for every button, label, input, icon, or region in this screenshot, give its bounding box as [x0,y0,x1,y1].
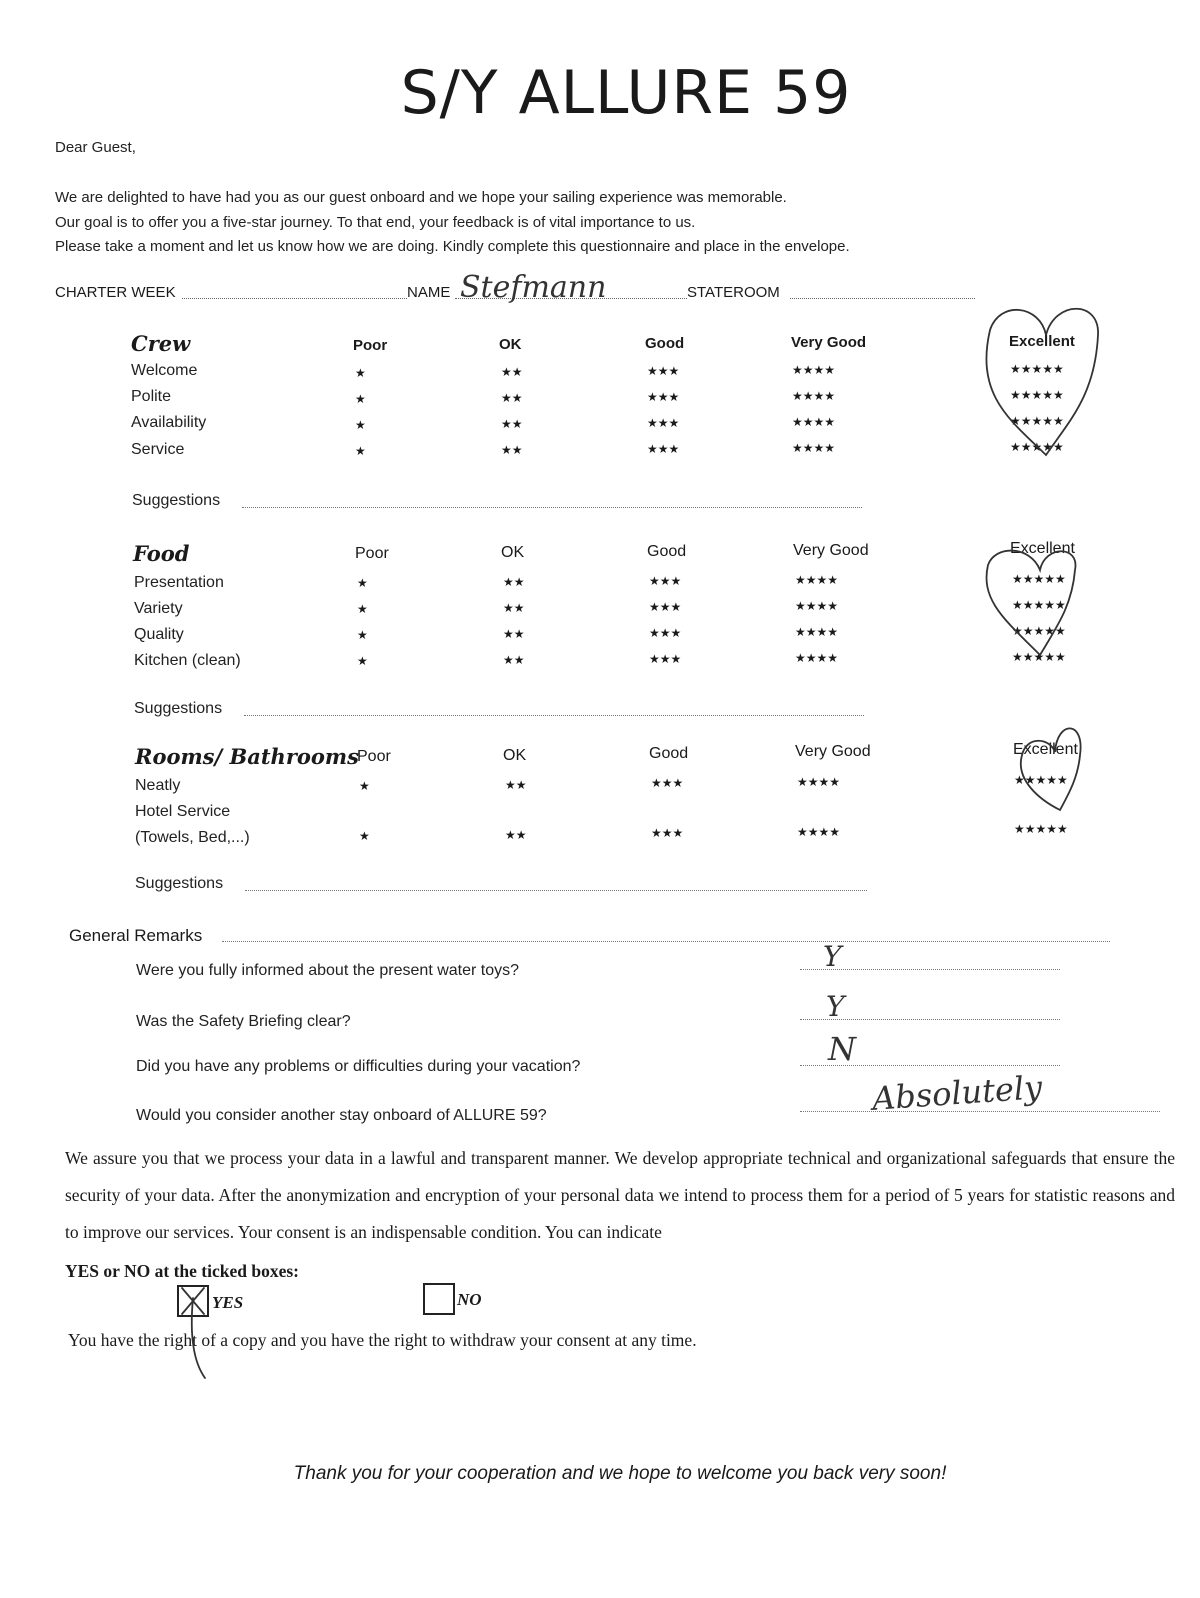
rooms-item-neatly: Neatly [135,777,181,794]
crew-item-welcome: Welcome [131,362,198,379]
star-2[interactable]: ★★ [505,778,527,792]
star-5[interactable]: ★★★★★ [1010,362,1064,376]
greeting: Dear Guest, [55,139,136,156]
star-3[interactable]: ★★★ [647,364,680,378]
answer-problems: N [828,1030,856,1068]
question-safety-briefing: Was the Safety Briefing clear? [136,1013,351,1030]
star-2[interactable]: ★★ [501,443,523,457]
star-1[interactable]: ★ [359,779,370,793]
star-4[interactable]: ★★★★ [797,825,841,839]
crew-suggestions-label: Suggestions [132,492,221,509]
heart-mark-crew [986,309,1098,455]
star-2[interactable]: ★★ [501,365,523,379]
star-3[interactable]: ★★★ [651,826,684,840]
food-col-ok: OK [501,544,525,561]
no-label: NO [457,1290,482,1309]
answer-water-toys: Y [823,940,842,973]
crew-item-availability: Availability [131,414,207,431]
intro-line: Our goal is to offer you a five-star journey. To that end, your feedback is of vital importance to us. [55,213,696,231]
food-item-variety: Variety [134,600,183,617]
star-5[interactable]: ★★★★★ [1012,624,1066,638]
question-water-toys: Were you fully informed about the present water toys? [136,962,520,979]
crew-col-ok: OK [499,336,522,353]
question-problems: Did you have any problems or difficulties during your vacation? [136,1058,581,1075]
star-3[interactable]: ★★★ [649,600,682,614]
yes-label: YES [212,1293,244,1312]
star-3[interactable]: ★★★ [649,574,682,588]
star-3[interactable]: ★★★ [647,390,680,404]
name-label: NAME [407,284,451,301]
star-4[interactable]: ★★★★ [795,651,839,665]
star-5[interactable]: ★★★★★ [1010,388,1064,402]
star-5[interactable]: ★★★★★ [1012,650,1066,664]
crew-item-service: Service [131,441,185,458]
food-item-presentation: Presentation [134,574,224,591]
star-5[interactable]: ★★★★★ [1014,822,1068,836]
crew-col-poor: Poor [353,337,388,354]
rights-statement: You have the right of a copy and you have the right to withdraw your consent at any time. [68,1330,697,1350]
check-tail-mark [192,1298,205,1378]
crew-col-excellent: Excellent [1009,333,1075,350]
crew-section-title: Crew [131,331,191,356]
yes-no-instruction: YES or NO at the ticked boxes: [65,1261,299,1281]
charter-week-label: CHARTER WEEK [55,284,176,301]
rooms-col-good: Good [649,745,689,762]
star-4[interactable]: ★★★★ [792,415,836,429]
general-remarks-label: General Remarks [69,926,203,945]
rooms-suggestions-label: Suggestions [135,875,224,892]
closing-message: Thank you for your cooperation and we hope to welcome you back very soon! [293,1463,947,1484]
star-1[interactable]: ★ [357,628,368,642]
star-2[interactable]: ★★ [503,601,525,615]
star-5[interactable]: ★★★★★ [1010,440,1064,454]
star-4[interactable]: ★★★★ [797,775,841,789]
star-5[interactable]: ★★★★★ [1014,773,1068,787]
star-5[interactable]: ★★★★★ [1010,414,1064,428]
consent-text: We assure you that we process your data in a lawful and transparent manner. We develop appropriate technical and organizational safeguards that ensure the security of your data. After the anonymization and encryption of your personal data we intend to process them for a period of 5 years for statistic reasons and to improve our services. Your consent is an indispensable condition. You can indicate [65,1148,1175,1242]
stateroom-label: STATEROOM [687,284,780,301]
star-3[interactable]: ★★★ [649,626,682,640]
star-4[interactable]: ★★★★ [795,599,839,613]
star-4[interactable]: ★★★★ [795,625,839,639]
intro-line: Please take a moment and let us know how we are doing. Kindly complete this questionnaire and place in the envelope. [55,238,850,255]
crew-item-polite: Polite [131,388,172,405]
star-3[interactable]: ★★★ [647,442,680,456]
intro-line: We are delighted to have had you as our guest onboard and we hope your sailing experience was memorable. [55,189,787,206]
star-2[interactable]: ★★ [505,828,527,842]
star-2[interactable]: ★★ [503,575,525,589]
answer-another-stay: Absolutely [870,1068,1044,1118]
answer-safety-briefing: Y [826,990,845,1023]
rooms-col-poor: Poor [357,748,391,765]
heart-mark-rooms [1021,728,1081,810]
star-2[interactable]: ★★ [501,391,523,405]
star-1[interactable]: ★ [357,602,368,616]
rooms-col-very-good: Very Good [795,743,871,760]
question-another-stay: Would you consider another stay onboard of ALLURE 59? [136,1107,547,1124]
heart-mark-food [987,551,1076,655]
food-col-good: Good [647,543,687,560]
star-3[interactable]: ★★★ [647,416,680,430]
crew-col-very-good: Very Good [791,334,867,351]
star-5[interactable]: ★★★★★ [1012,572,1066,586]
star-1[interactable]: ★ [355,444,366,458]
star-2[interactable]: ★★ [501,417,523,431]
rooms-col-excellent: Excellent [1013,741,1078,758]
star-1[interactable]: ★ [355,392,366,406]
star-4[interactable]: ★★★★ [795,573,839,587]
star-4[interactable]: ★★★★ [792,441,836,455]
food-item-kitchen: Kitchen (clean) [134,652,241,669]
rooms-section-title: Rooms/ Bathrooms [135,744,359,769]
name-handwritten-value: Stefmann [460,270,607,305]
star-4[interactable]: ★★★★ [792,389,836,403]
food-col-poor: Poor [355,545,389,562]
star-1[interactable]: ★ [357,654,368,668]
star-1[interactable]: ★ [357,576,368,590]
star-2[interactable]: ★★ [503,653,525,667]
food-col-very-good: Very Good [793,542,869,559]
star-1[interactable]: ★ [355,418,366,432]
star-1[interactable]: ★ [355,366,366,380]
star-4[interactable]: ★★★★ [792,363,836,377]
rooms-col-ok: OK [503,747,527,764]
crew-col-good: Good [645,335,685,352]
star-1[interactable]: ★ [359,829,370,843]
star-2[interactable]: ★★ [503,627,525,641]
form-title: S/Y ALLURE 59 [400,58,852,128]
star-3[interactable]: ★★★ [651,776,684,790]
food-col-excellent: Excellent [1010,540,1075,557]
food-suggestions-label: Suggestions [134,700,223,717]
food-section-title: Food [133,541,190,566]
rooms-item-hotel-service: Hotel Service [135,803,231,820]
star-5[interactable]: ★★★★★ [1012,598,1066,612]
star-3[interactable]: ★★★ [649,652,682,666]
food-item-quality: Quality [134,626,184,643]
rooms-item-towels-bed: (Towels, Bed,...) [135,829,250,846]
